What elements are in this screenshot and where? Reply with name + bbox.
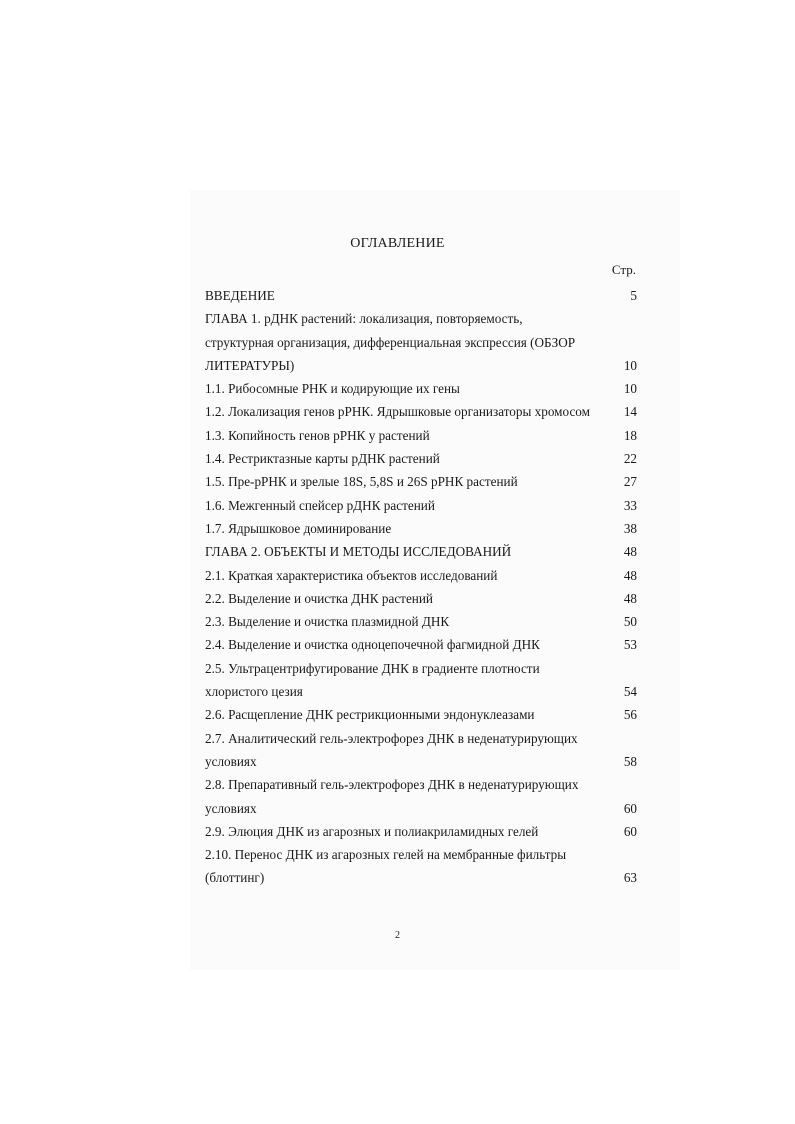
toc-entry bbox=[205, 400, 637, 423]
page-title: ОГЛАВЛЕНИЕ bbox=[350, 236, 445, 251]
toc-entry bbox=[205, 494, 637, 517]
toc-entry-title: 1.1. Рибосомные РНК и кодирующие их гены bbox=[205, 381, 460, 397]
toc-entry-page: 60 bbox=[623, 823, 637, 839]
toc-entry bbox=[205, 843, 637, 890]
toc-entry bbox=[205, 307, 637, 377]
toc-entry bbox=[205, 284, 637, 307]
toc-entry bbox=[205, 610, 637, 633]
toc-entry bbox=[205, 424, 637, 447]
toc-entry-title: ГЛАВА 2. ОБЪЕКТЫ И МЕТОДЫ ИССЛЕДОВАНИЙ bbox=[205, 544, 512, 560]
toc-entry-title: 2.1. Краткая характеристика объектов исследований bbox=[205, 567, 498, 583]
toc-entry-page: 10 bbox=[623, 357, 637, 373]
toc-entry-title: 1.5. Пре-рРНК и зрелые 18S, 5,8S и 26S рРНК растений bbox=[205, 474, 518, 490]
toc-entry-page: 22 bbox=[623, 451, 637, 467]
toc-entry-title: 2.8. Препаративный гель-электрофорез ДНК в неденатурирующих условиях bbox=[205, 777, 579, 816]
toc-entry-title: 2.2. Выделение и очистка ДНК растений bbox=[205, 590, 433, 606]
toc-entry bbox=[205, 703, 637, 726]
toc-entry-title: 2.4. Выделение и очистка одноцепочечной фагмидной ДНК bbox=[205, 637, 540, 653]
table-of-contents bbox=[205, 284, 637, 890]
toc-entry bbox=[205, 447, 637, 470]
toc-entry bbox=[205, 540, 637, 563]
toc-entry bbox=[205, 773, 637, 820]
toc-entry-title: 1.6. Межгенный спейсер рДНК растений bbox=[205, 497, 435, 513]
toc-entry-page: 56 bbox=[623, 707, 637, 723]
toc-entry-page: 27 bbox=[623, 474, 637, 490]
toc-entry-page: 48 bbox=[623, 590, 637, 606]
toc-entry bbox=[205, 470, 637, 493]
toc-entry bbox=[205, 377, 637, 400]
toc-entry-title: ГЛАВА 1. рДНК растений: локализация, повторяемость, структурная организация, дифференциальная экспрессия (ОБЗОР ЛИТЕРАТУРЫ) bbox=[205, 311, 576, 373]
page-number: 2 bbox=[395, 930, 400, 941]
toc-entry-page: 63 bbox=[623, 870, 637, 886]
toc-entry-title: ВВЕДЕНИЕ bbox=[205, 288, 275, 303]
toc-entry-page: 38 bbox=[623, 520, 637, 536]
toc-entry-page: 48 bbox=[623, 567, 637, 583]
toc-entry bbox=[205, 587, 637, 610]
toc-entry-page: 50 bbox=[623, 614, 637, 630]
toc-entry-page: 53 bbox=[623, 637, 637, 653]
toc-entry bbox=[205, 727, 637, 774]
toc-entry-title: 1.2. Локализация генов рРНК. Ядрышковые организаторы хромосом bbox=[205, 404, 590, 420]
toc-entry-title: 1.4. Рестриктазные карты рДНК растений bbox=[205, 451, 440, 467]
toc-entry-title: 2.7. Аналитический гель-электрофорез ДНК в неденатурирующих условиях bbox=[205, 730, 578, 769]
toc-entry-page: 33 bbox=[623, 497, 637, 513]
toc-entry-title: 2.3. Выделение и очистка плазмидной ДНК bbox=[205, 614, 450, 630]
toc-entry bbox=[205, 564, 637, 587]
toc-entry bbox=[205, 820, 637, 843]
toc-entry-title: 1.3. Копийность генов рРНК у растений bbox=[205, 427, 430, 443]
toc-entry-title: 2.10. Перенос ДНК из агарозных гелей на мембранные фильтры (блоттинг) bbox=[205, 847, 567, 886]
toc-entry bbox=[205, 657, 637, 704]
toc-entry-page: 54 bbox=[623, 684, 637, 700]
toc-entry-title: 2.5. Ультрацентрифугирование ДНК в градиенте плотности хлористого цезия bbox=[205, 660, 540, 700]
toc-entry-page: 14 bbox=[623, 404, 637, 420]
toc-entry-title: 2.9. Элюция ДНК из агарозных и полиакриламидных гелей bbox=[205, 823, 539, 839]
toc-entry-title: 1.7. Ядрышковое доминирование bbox=[205, 520, 392, 536]
toc-entry-title: 2.6. Расщепление ДНК рестрикционными эндонуклеазами bbox=[205, 707, 535, 723]
toc-entry-page: 48 bbox=[623, 544, 637, 560]
toc-entry-page: 18 bbox=[623, 427, 637, 443]
toc-entry-page: 10 bbox=[623, 381, 637, 397]
toc-entry bbox=[205, 633, 637, 656]
toc-entry-page: 5 bbox=[630, 288, 637, 303]
toc-entry-page: 58 bbox=[623, 753, 637, 769]
page-column-label: Стр. bbox=[611, 262, 636, 277]
toc-entry-page: 60 bbox=[623, 800, 637, 816]
toc-entry bbox=[205, 517, 637, 540]
